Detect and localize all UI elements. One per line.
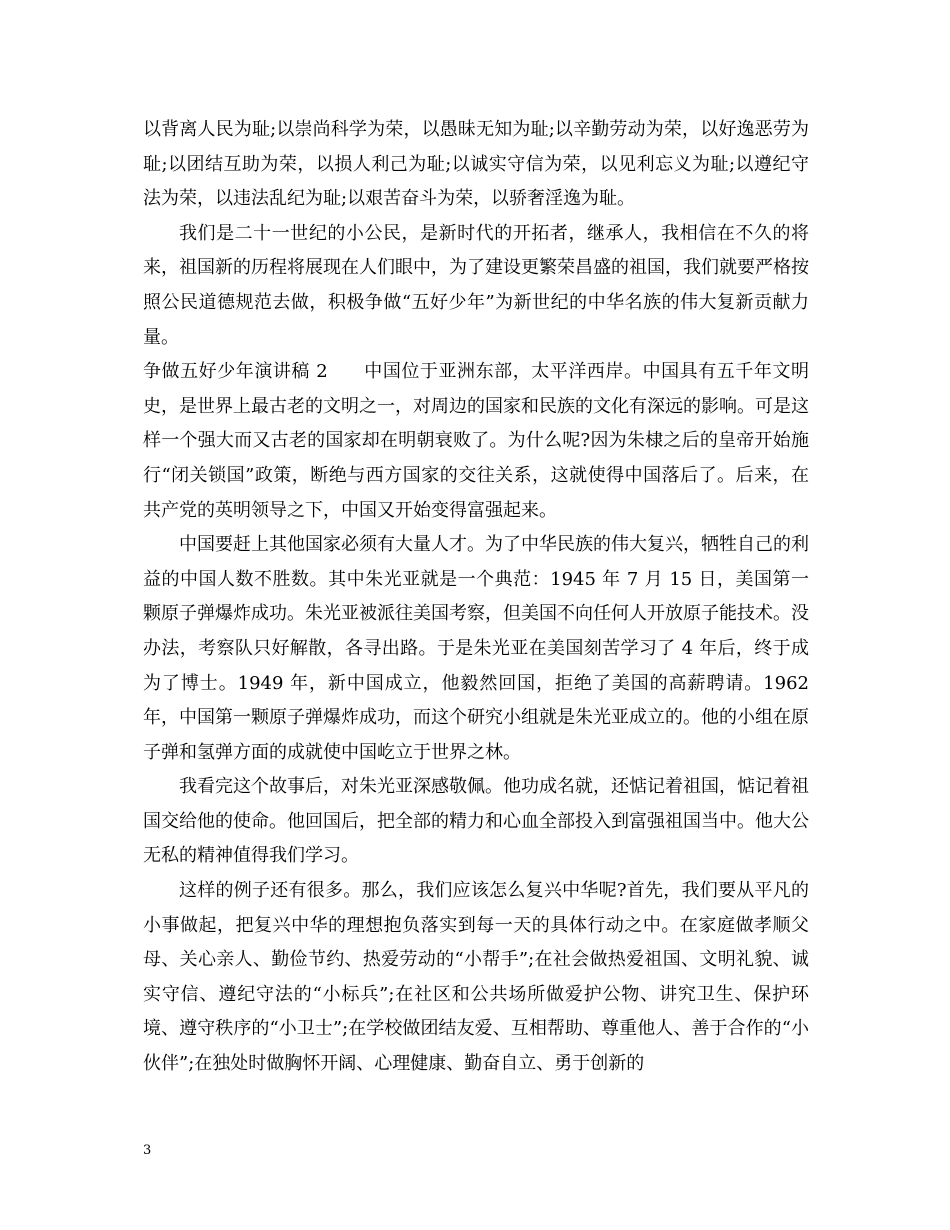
speech-opening-text: 中国位于亚洲东部，太平洋西岸。中国具有五千年文明史，是世界上最古老的文明之一，对周边的国家和民族的文化有深远的影响。可是这样一个强大而又古老的国家却在明朝衰败了。为什么呢?因为朱棣之后的皇帝开始施行“闭关锁国”政策，断绝与西方国家的交往关系，这就使得中国落后了。后来，在共产党的英明领导之下，中国又开始变得富强起来。 — [143, 361, 809, 521]
page-number: 3 — [143, 1143, 152, 1158]
paragraph-how-to-revive: 这样的例子还有很多。那么，我们应该怎么复兴中华呢?首先，我们要从平凡的小事做起，把复兴中华的理想抱负落实到每一天的具体行动之中。在家庭做孝顺父母、关心亲人、勤俭节约、热爱劳动的“小帮手”;在社会做热爱祖国、文明礼貌、诚实守信、遵纪守法的“小标兵”;在社区和公共场所做爱护公物、讲究卫生、保护环境、遵守秩序的“小卫士”;在学校做团结友爱、互相帮助、尊重他人、善于合作的“小伙伴”;在独处时做胸怀开阔、心理健康、勤奋自立、勇于创新的 — [143, 880, 809, 1075]
paragraph-admiration: 我看完这个故事后，对朱光亚深感敬佩。他功成名就，还惦记着祖国，惦记着祖国交给他的使命。他回国后，把全部的精力和心血全部投入到富强祖国当中。他大公无私的精神值得我们学习。 — [143, 776, 809, 867]
paragraph-speech-2-opening — [143, 355, 809, 528]
paragraph-young-citizens: 我们是二十一世纪的小公民，是新时代的开拓者，继承人，我相信在不久的将来，祖国新的历程将展现在人们眼中，为了建设更繁荣昌盛的祖国，我们就要严格按照公民道德规范去做，积极争做“五好少年”为新世纪的中华名族的伟大复新贡献力量。 — [143, 222, 809, 348]
document-body — [143, 113, 809, 1082]
paragraph-zhu-guangya: 中国要赶上其他国家必须有大量人才。为了中华民族的伟大复兴，牺牲自己的利益的中国人数不胜数。其中朱光亚就是一个典范：1945 年 7 月 15 日，美国第一颗原子弹爆炸成功。朱光亚被派往美国考察，但美国不向任何人开放原子能技术。没办法，考察队只好解散，各寻出路。于是朱光亚在美国刻苦学习了 4 年后，终于成为了博士。1949 年，新中国成立，他毅然回国，拒绝了美国的高薪聘请。1962 年，中国第一颗原子弹爆炸成功，而这个研究小组就是朱光亚成立的。他的小组在原子弹和氢弹方面的成就使中国屹立于世界之林。 — [143, 534, 809, 763]
speech-heading: 争做五好少年演讲稿 2 — [143, 361, 328, 383]
paragraph-honor-disgrace: 以背离人民为耻;以崇尚科学为荣，以愚昧无知为耻;以辛勤劳动为荣，以好逸恶劳为耻;以团结互助为荣，以损人利己为耻;以诚实守信为荣，以见利忘义为耻;以遵纪守法为荣，以违法乱纪为耻;以艰苦奋斗为荣，以骄奢淫逸为耻。 — [143, 119, 809, 210]
